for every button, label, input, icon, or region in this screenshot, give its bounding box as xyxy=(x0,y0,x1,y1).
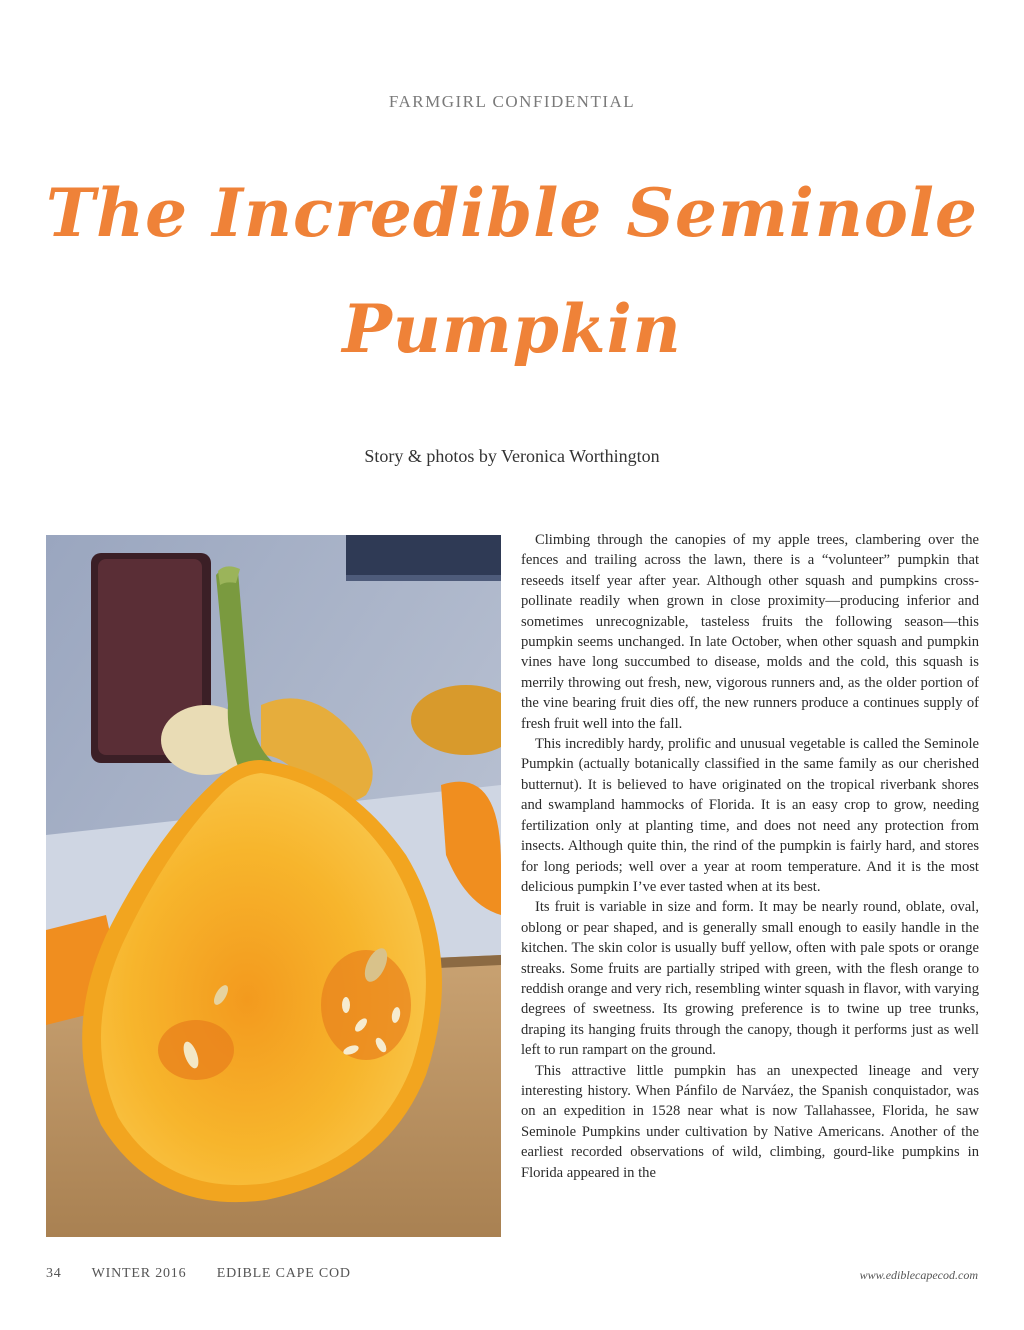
article-paragraph: Climbing through the canopies of my apple trees, clambering over the fences and trailing across the lawn, there is a “volunteer” pumpkin that reseeds itself year after year. Although other squash and pumpkins cross-pollinate readily when grown in close proximity—producing inferior and sometimes unrecognizable, tasteless fruits the following season—this pumpkin seems unchanged. In late October, when other squash and pumpkin vines have long succumbed to disease, molds and the cold, this squash is merrily throwing out fresh, new, vigorous runners and, as the older portion of the vine bearing fruit dies off, the new runners produce a continues supply of fresh fruit well into the fall. xyxy=(521,532,979,732)
page-number: 34 xyxy=(46,1266,62,1281)
issue-label: WINTER 2016 xyxy=(91,1266,187,1281)
article-paragraph: Its fruit is variable in size and form. It may be nearly round, oblate, oval, oblong or pear shaped, and is generally small enough to easily handle in the kitchen. The skin color is usually buff yellow, often with pale spots or orange streaks. Some fruits are partially striped with green, with the flesh orange to reddish orange and very rich, resembling winter squash in flavor, with varying degrees of sweetness. Its growing preference is to twine up tree trunks, draping its hanging fruits through the canopy, though it performs just as well left to run rampart on the ground. xyxy=(521,899,979,1059)
website-url: www.ediblecapecod.com xyxy=(859,1268,978,1282)
footer-left xyxy=(46,1266,377,1282)
article-paragraph: This attractive little pumpkin has an unexpected lineage and very interesting history. When Pánfilo de Narváez, the Spanish conquistador, was on an expedition in 1528 near what is now Tallahassee, Florida, he saw Seminole Pumpkins under cultivation by Native Americans. Another of the earliest recorded observations of wild, climbing, gourd-like pumpkins in Florida appeared in the xyxy=(521,1062,979,1181)
article-title xyxy=(40,155,984,387)
article-paragraph: This incredibly hardy, prolific and unusual vegetable is called the Seminole Pumpkin (actually botanically classified in the same family as our cherished butternut). It is believed to have originated on the tropical riverbank shores and swampland hammocks of Florida. It is an easy crop to grow, needing fertilization only at planting time, and does not need any protection from insects. Although quite thin, the rind of the pumpkin is fairly hard, and stores for long periods; well over a year at room temperature. And it is the most delicious pumpkin I’ve ever tasted when at its best. xyxy=(521,736,979,895)
pumpkin-photo-illustration xyxy=(46,535,501,1237)
pumpkin-photo xyxy=(46,535,501,1237)
publication-name: EDIBLE CAPE COD xyxy=(216,1266,351,1281)
section-kicker: FARMGIRL CONFIDENTIAL xyxy=(388,92,636,111)
title-line-2: Pumpkin xyxy=(342,290,682,368)
article-body xyxy=(521,530,979,1183)
title-line-1: The Incredible Seminole xyxy=(46,174,978,252)
byline: Story & photos by Veronica Worthington xyxy=(364,446,660,466)
